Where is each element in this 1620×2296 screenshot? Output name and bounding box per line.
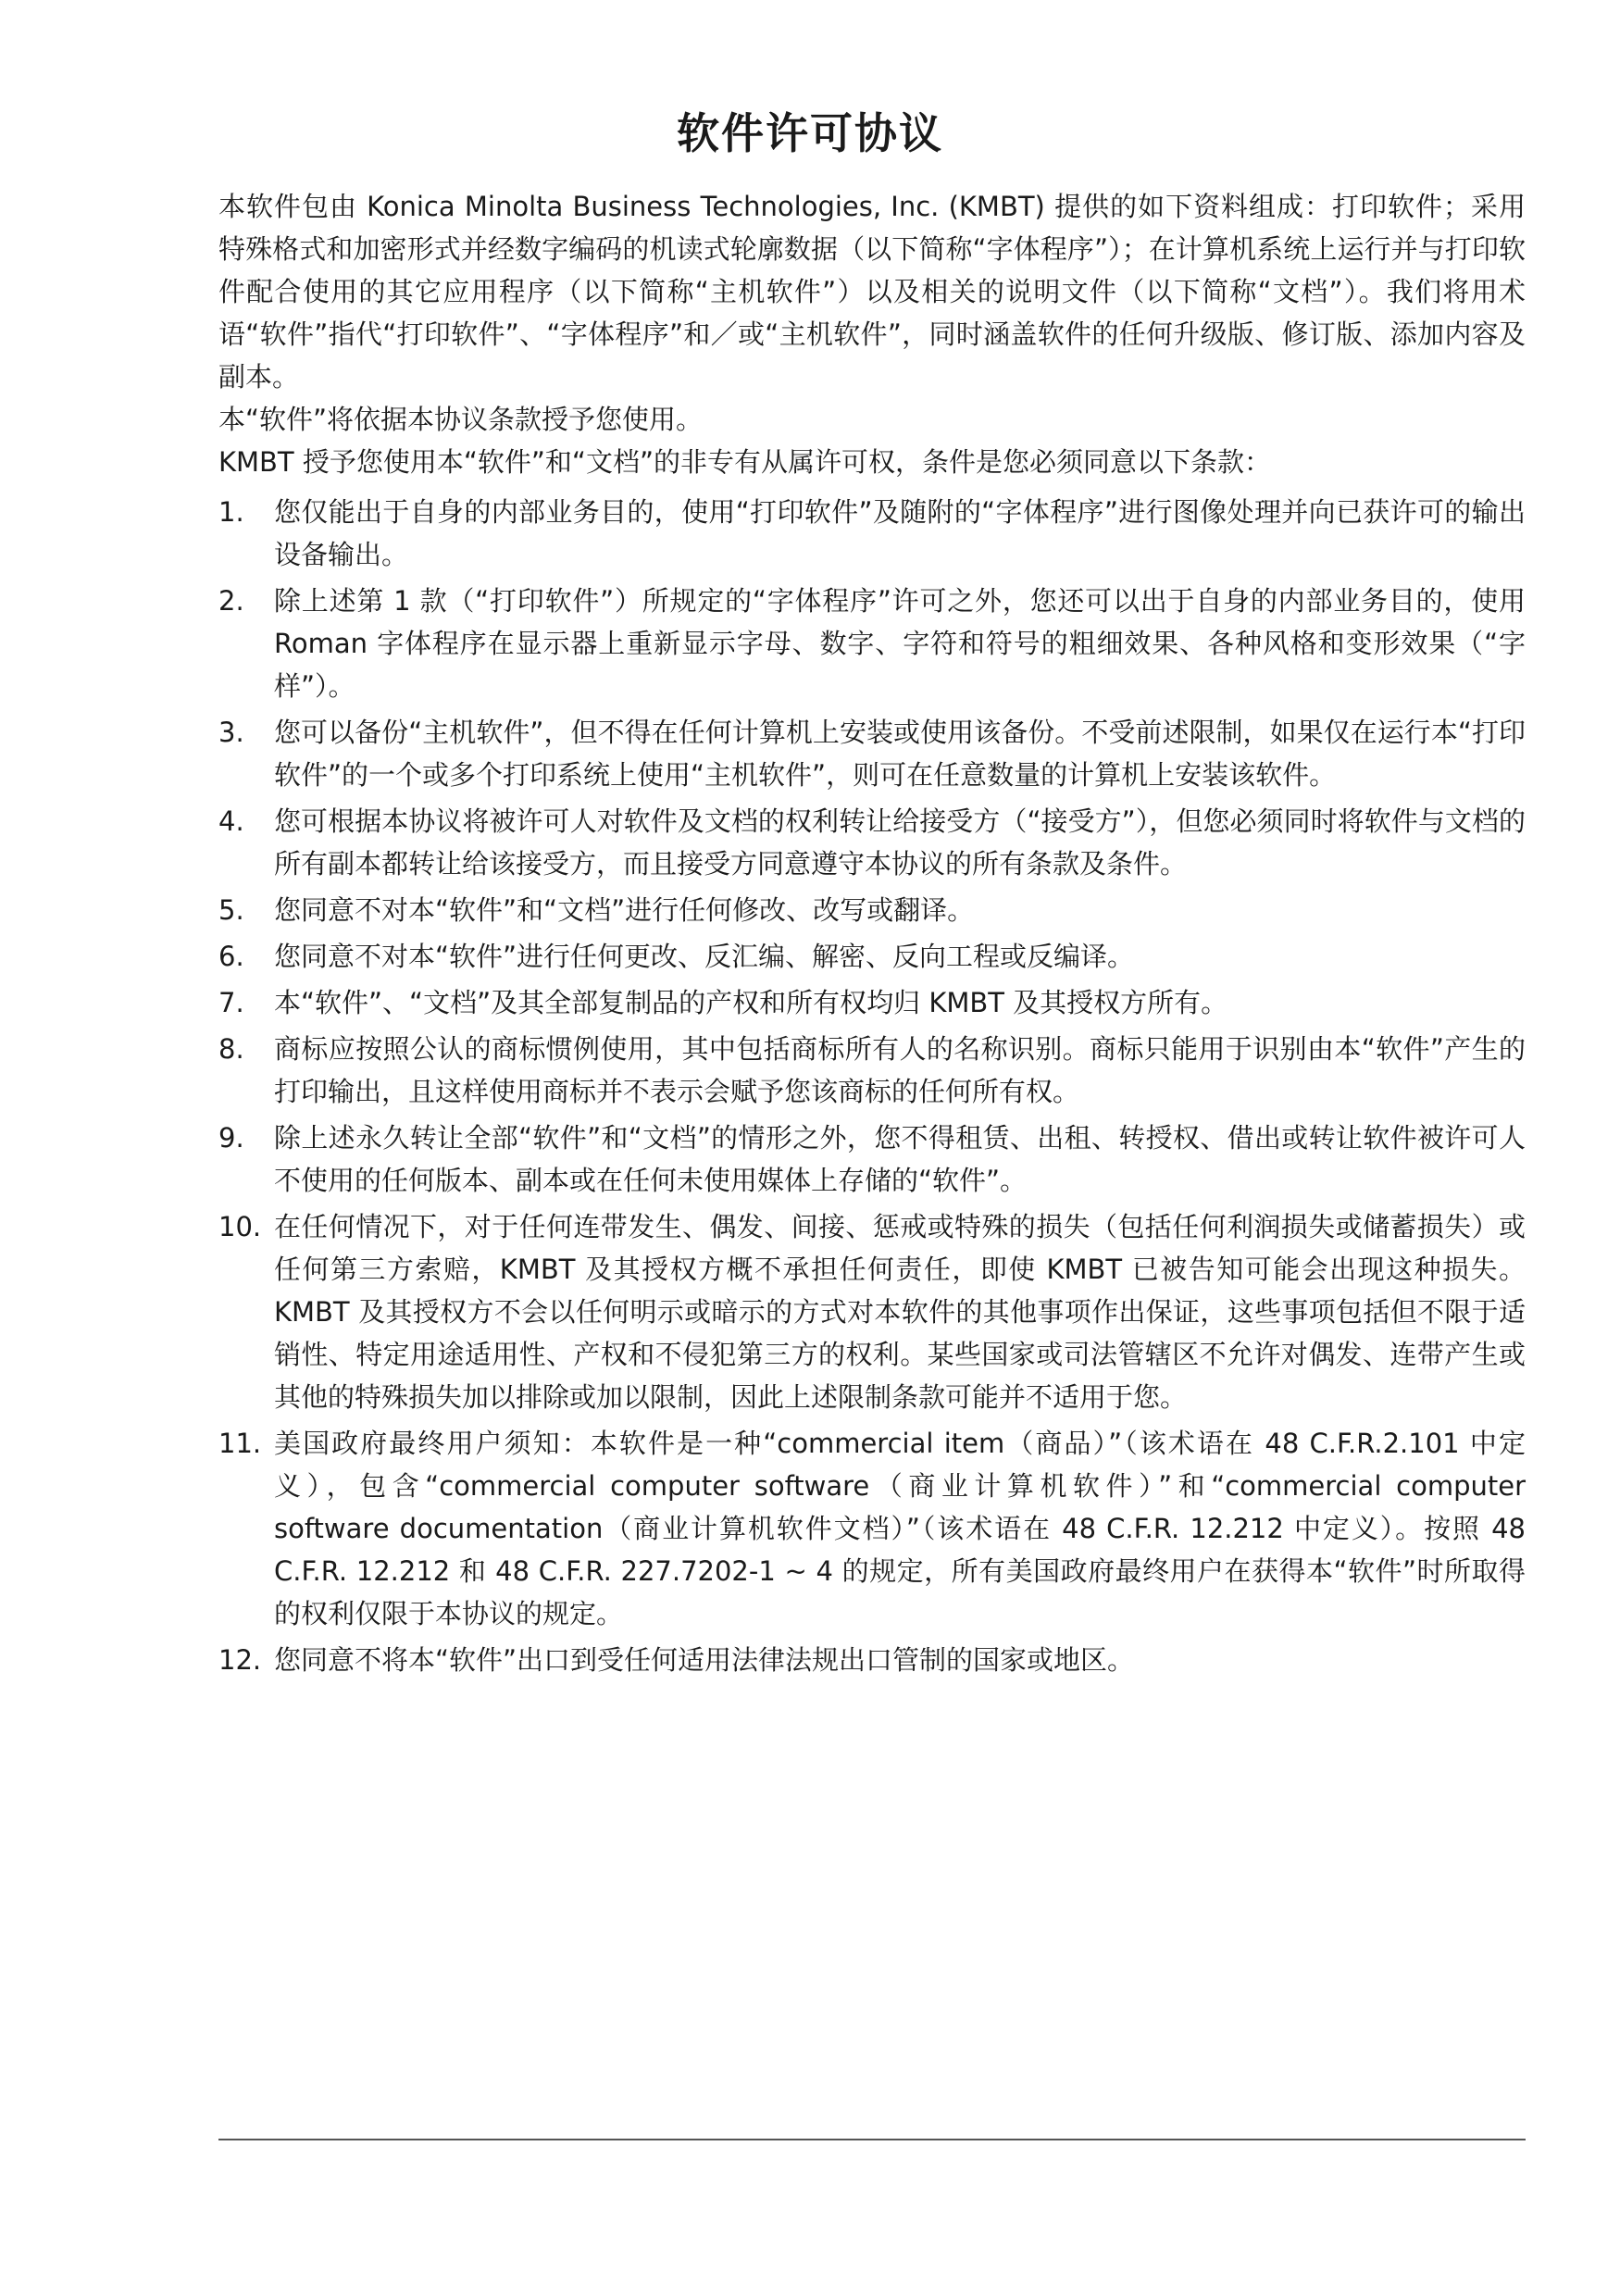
intro-paragraph: 本软件包由 Konica Minolta Business Technologies, Inc. (KMBT) 提供的如下资料组成：打印软件；采用特殊格式和加密形式并经数字编码的机读式轮廓数据（以下简称“字体程序”）；在计算机系统上运行并与打印软件配合使用的其它应用程序（以下简称“主机软件”）以及相关的说明文件（以下简称“文档”）。我们将用术语“软件”指代“打印软件”、“字体程序”和／或“主机软件”，同时涵盖软件的任何升级版、修订版、添加内容及副本。 [218, 191, 1526, 393]
clause-number: 6. [218, 941, 244, 972]
clause-text: 商标应按照公认的商标惯例使用，其中包括商标所有人的名称识别。商标只能用于识别由本“软件”产生的打印输出，且这样使用商标并不表示会赋予您该商标的任何所有权。 [274, 1033, 1526, 1107]
clause-number: 4. [218, 805, 244, 837]
clause-number: 8. [218, 1033, 244, 1065]
clause-text: 在任何情况下，对于任何连带发生、偶发、间接、惩戒或特殊的损失（包括任何利润损失或储蓄损失）或任何第三方索赔，KMBT 及其授权方概不承担任何责任，即使 KMBT 已被告知可能会出现这种损失。KMBT 及其授权方不会以任何明示或暗示的方式对本软件的其他事项作出保证，这些事项包括但不限于适销性、特定用途适用性、产权和不侵犯第三方的权利。某些国家或司法管辖区不允许对偶发、连带产生或其他的特殊损失加以排除或加以限制，因此上述限制条款可能并不适用于您。 [274, 1211, 1526, 1413]
clause-text: 您同意不对本“软件”进行任何更改、反汇编、解密、反向工程或反编译。 [274, 941, 1135, 972]
clause-number: 5. [218, 894, 244, 926]
clause-item [218, 1205, 1526, 1418]
clause-item [218, 491, 1526, 576]
clause-text: 本“软件”、“文档”及其全部复制品的产权和所有权均归 KMBT 及其授权方所有。 [274, 987, 1228, 1018]
clause-text: 您仅能出于自身的内部业务目的，使用“打印软件”及随附的“字体程序”进行图像处理并向已获许可的输出设备输出。 [274, 496, 1526, 570]
clause-item [218, 935, 1526, 978]
clause-text: 您可以备份“主机软件”，但不得在任何计算机上安装或使用该备份。不受前述限制，如果仅在运行本“打印软件”的一个或多个打印系统上使用“主机软件”，则可在任意数量的计算机上安装该软件。 [274, 717, 1526, 791]
clause-text: 除上述第 1 款（“打印软件”）所规定的“字体程序”许可之外，您还可以出于自身的内部业务目的，使用 Roman 字体程序在显示器上重新显示字母、数字、字符和符号的粗细效果、各种风格和变形效果（“字样”）。 [274, 585, 1526, 702]
clause-list [218, 491, 1526, 1681]
clause-number: 2. [218, 585, 244, 617]
clause-number: 3. [218, 717, 244, 748]
clause-item [218, 889, 1526, 931]
clause-text: 您同意不对本“软件”和“文档”进行任何修改、改写或翻译。 [274, 894, 975, 926]
clause-item [218, 1639, 1526, 1681]
clause-number: 9. [218, 1122, 244, 1154]
clause-item [218, 580, 1526, 707]
clause-text: 您可根据本协议将被许可人对软件及文档的权利转让给接受方（“接受方”），但您必须同时将软件与文档的所有副本都转让给该接受方，而且接受方同意遵守本协议的所有条款及条件。 [274, 805, 1526, 880]
clause-text: 除上述永久转让全部“软件”和“文档”的情形之外，您不得租赁、出租、转授权、借出或转让软件被许可人不使用的任何版本、副本或在任何未使用媒体上存储的“软件”。 [274, 1122, 1526, 1196]
clause-number: 10. [218, 1211, 262, 1242]
clause-item [218, 981, 1526, 1024]
clause-item [218, 1422, 1526, 1635]
clause-number: 12. [218, 1644, 262, 1676]
clause-text: 您同意不将本“软件”出口到受任何适用法律法规出口管制的国家或地区。 [274, 1644, 1135, 1676]
clause-text: 美国政府最终用户须知：本软件是一种“commercial item（商品）”（该术语在 48 C.F.R.2.101 中定义），包含“commercial computer software（商业计算机软件）”和“commercial computer software documentation（商业计算机软件文档）”（该术语在 48 C.F.R. 12.212 中定义）。按照 48 C.F.R. 12.212 和 48 C.F.R. 227.7202-1 ~ 4 的规定，所有美国政府最终用户在获得本“软件”时所取得的权利仅限于本协议的规定。 [274, 1428, 1526, 1629]
clause-item [218, 800, 1526, 885]
clause-number: 11. [218, 1428, 262, 1459]
document-title: 软件许可协议 [677, 108, 943, 158]
clause-number: 7. [218, 987, 244, 1018]
intro-paragraph: 本“软件”将依据本协议条款授予您使用。 [218, 404, 704, 435]
clause-number: 1. [218, 496, 244, 528]
clause-item [218, 1117, 1526, 1202]
footer-divider [218, 2139, 1526, 2140]
intro-paragraph: KMBT 授予您使用本“软件”和“文档”的非专有从属许可权，条件是您必须同意以下条款： [218, 446, 1271, 478]
document-body [218, 185, 1526, 1685]
clause-item [218, 711, 1526, 796]
clause-item [218, 1028, 1526, 1113]
